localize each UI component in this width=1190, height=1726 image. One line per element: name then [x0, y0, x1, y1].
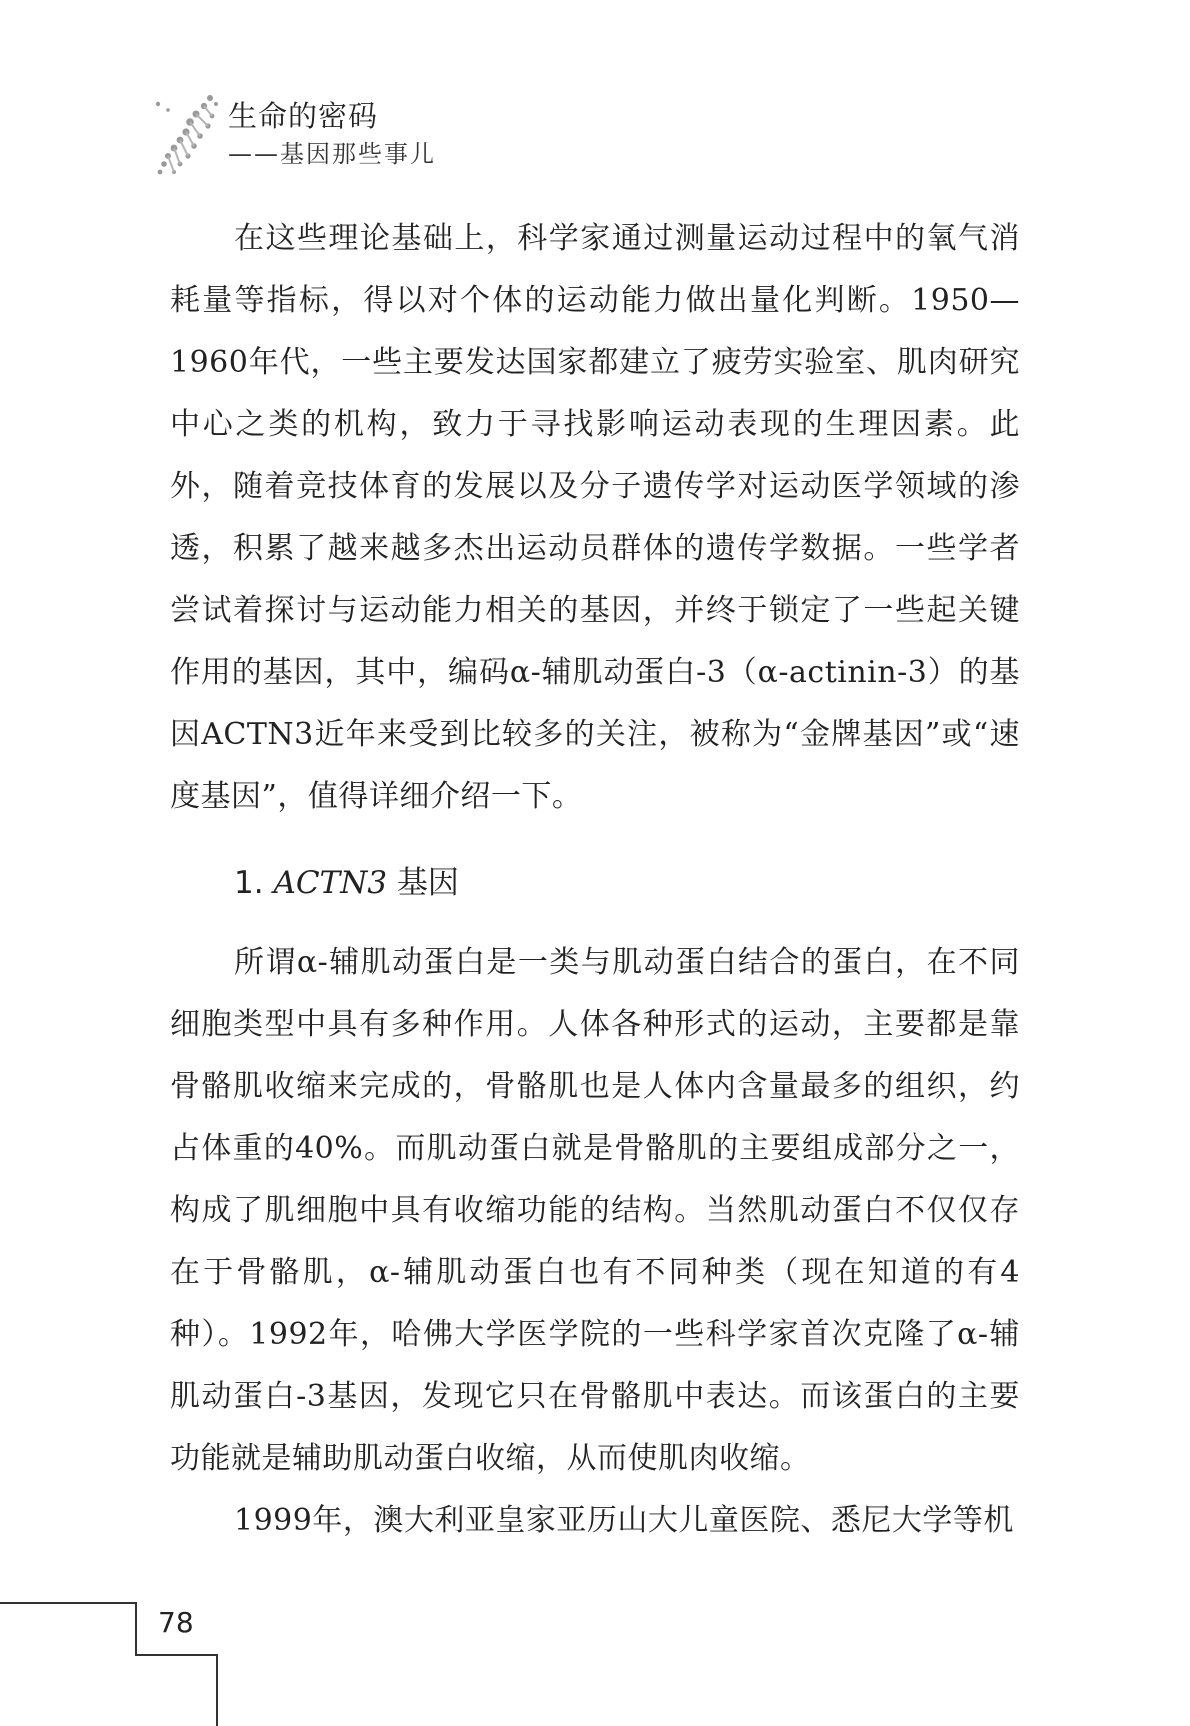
- section-suffix: 基因: [387, 865, 459, 901]
- section-heading: [234, 852, 1020, 914]
- dna-helix-icon: [150, 90, 222, 180]
- footer-rule-top: [0, 1602, 136, 1604]
- paragraph-3: 1999年，澳大利亚皇家亚历山大儿童医院、悉尼大学等机: [234, 1503, 1014, 1538]
- paragraph-1: 在这些理论基础上，科学家通过测量运动过程中的氧气消耗量等指标，得以对个体的运动能力做出量化判断。1950—1960年代，一些主要发达国家都建立了疲劳实验室、肌肉研究中心之类的机构，致力于寻找影响运动表现的生理因素。此外，随着竞技体育的发展以及分子遗传学对运动医学领域的渗透，积累了越来越多杰出运动员群体的遗传学数据。一些学者尝试着探讨与运动能力相关的基因，并终于锁定了一些起关键作用的基因，其中，编码α-辅肌动蛋白-3（α-actinin-3）的基因ACTN3近年来受到比较多的关注，被称为“金牌基因”或“速度基因”，值得详细介绍一下。: [170, 221, 1020, 814]
- footer-rule-middle: [135, 1654, 217, 1656]
- page-footer: [0, 1602, 220, 1726]
- section-number: 1.: [234, 865, 274, 901]
- running-header: [150, 90, 570, 180]
- main-text: [170, 208, 1020, 1552]
- book-subtitle: ——基因那些事儿: [228, 140, 436, 168]
- footer-rule-vertical-1: [135, 1602, 137, 1654]
- book-title: 生命的密码: [228, 99, 379, 133]
- page-number: 78: [158, 1606, 194, 1639]
- section-gene-name: ACTN3: [273, 865, 388, 901]
- footer-rule-vertical-2: [216, 1654, 218, 1726]
- paragraph-2: 所谓α-辅肌动蛋白是一类与肌动蛋白结合的蛋白，在不同细胞类型中具有多种作用。人体各种形式的运动，主要都是靠骨骼肌收缩来完成的，骨骼肌也是人体内含量最多的组织，约占体重的40%。而肌动蛋白就是骨骼肌的主要组成部分之一，构成了肌细胞中具有收缩功能的结构。当然肌动蛋白不仅仅存在于骨骼肌，α-辅肌动蛋白也有不同种类（现在知道的有4种）。1992年，哈佛大学医学院的一些科学家首次克隆了α-辅肌动蛋白-3基因，发现它只在骨骼肌中表达。而该蛋白的主要功能就是辅助肌动蛋白收缩，从而使肌肉收缩。: [170, 945, 1020, 1476]
